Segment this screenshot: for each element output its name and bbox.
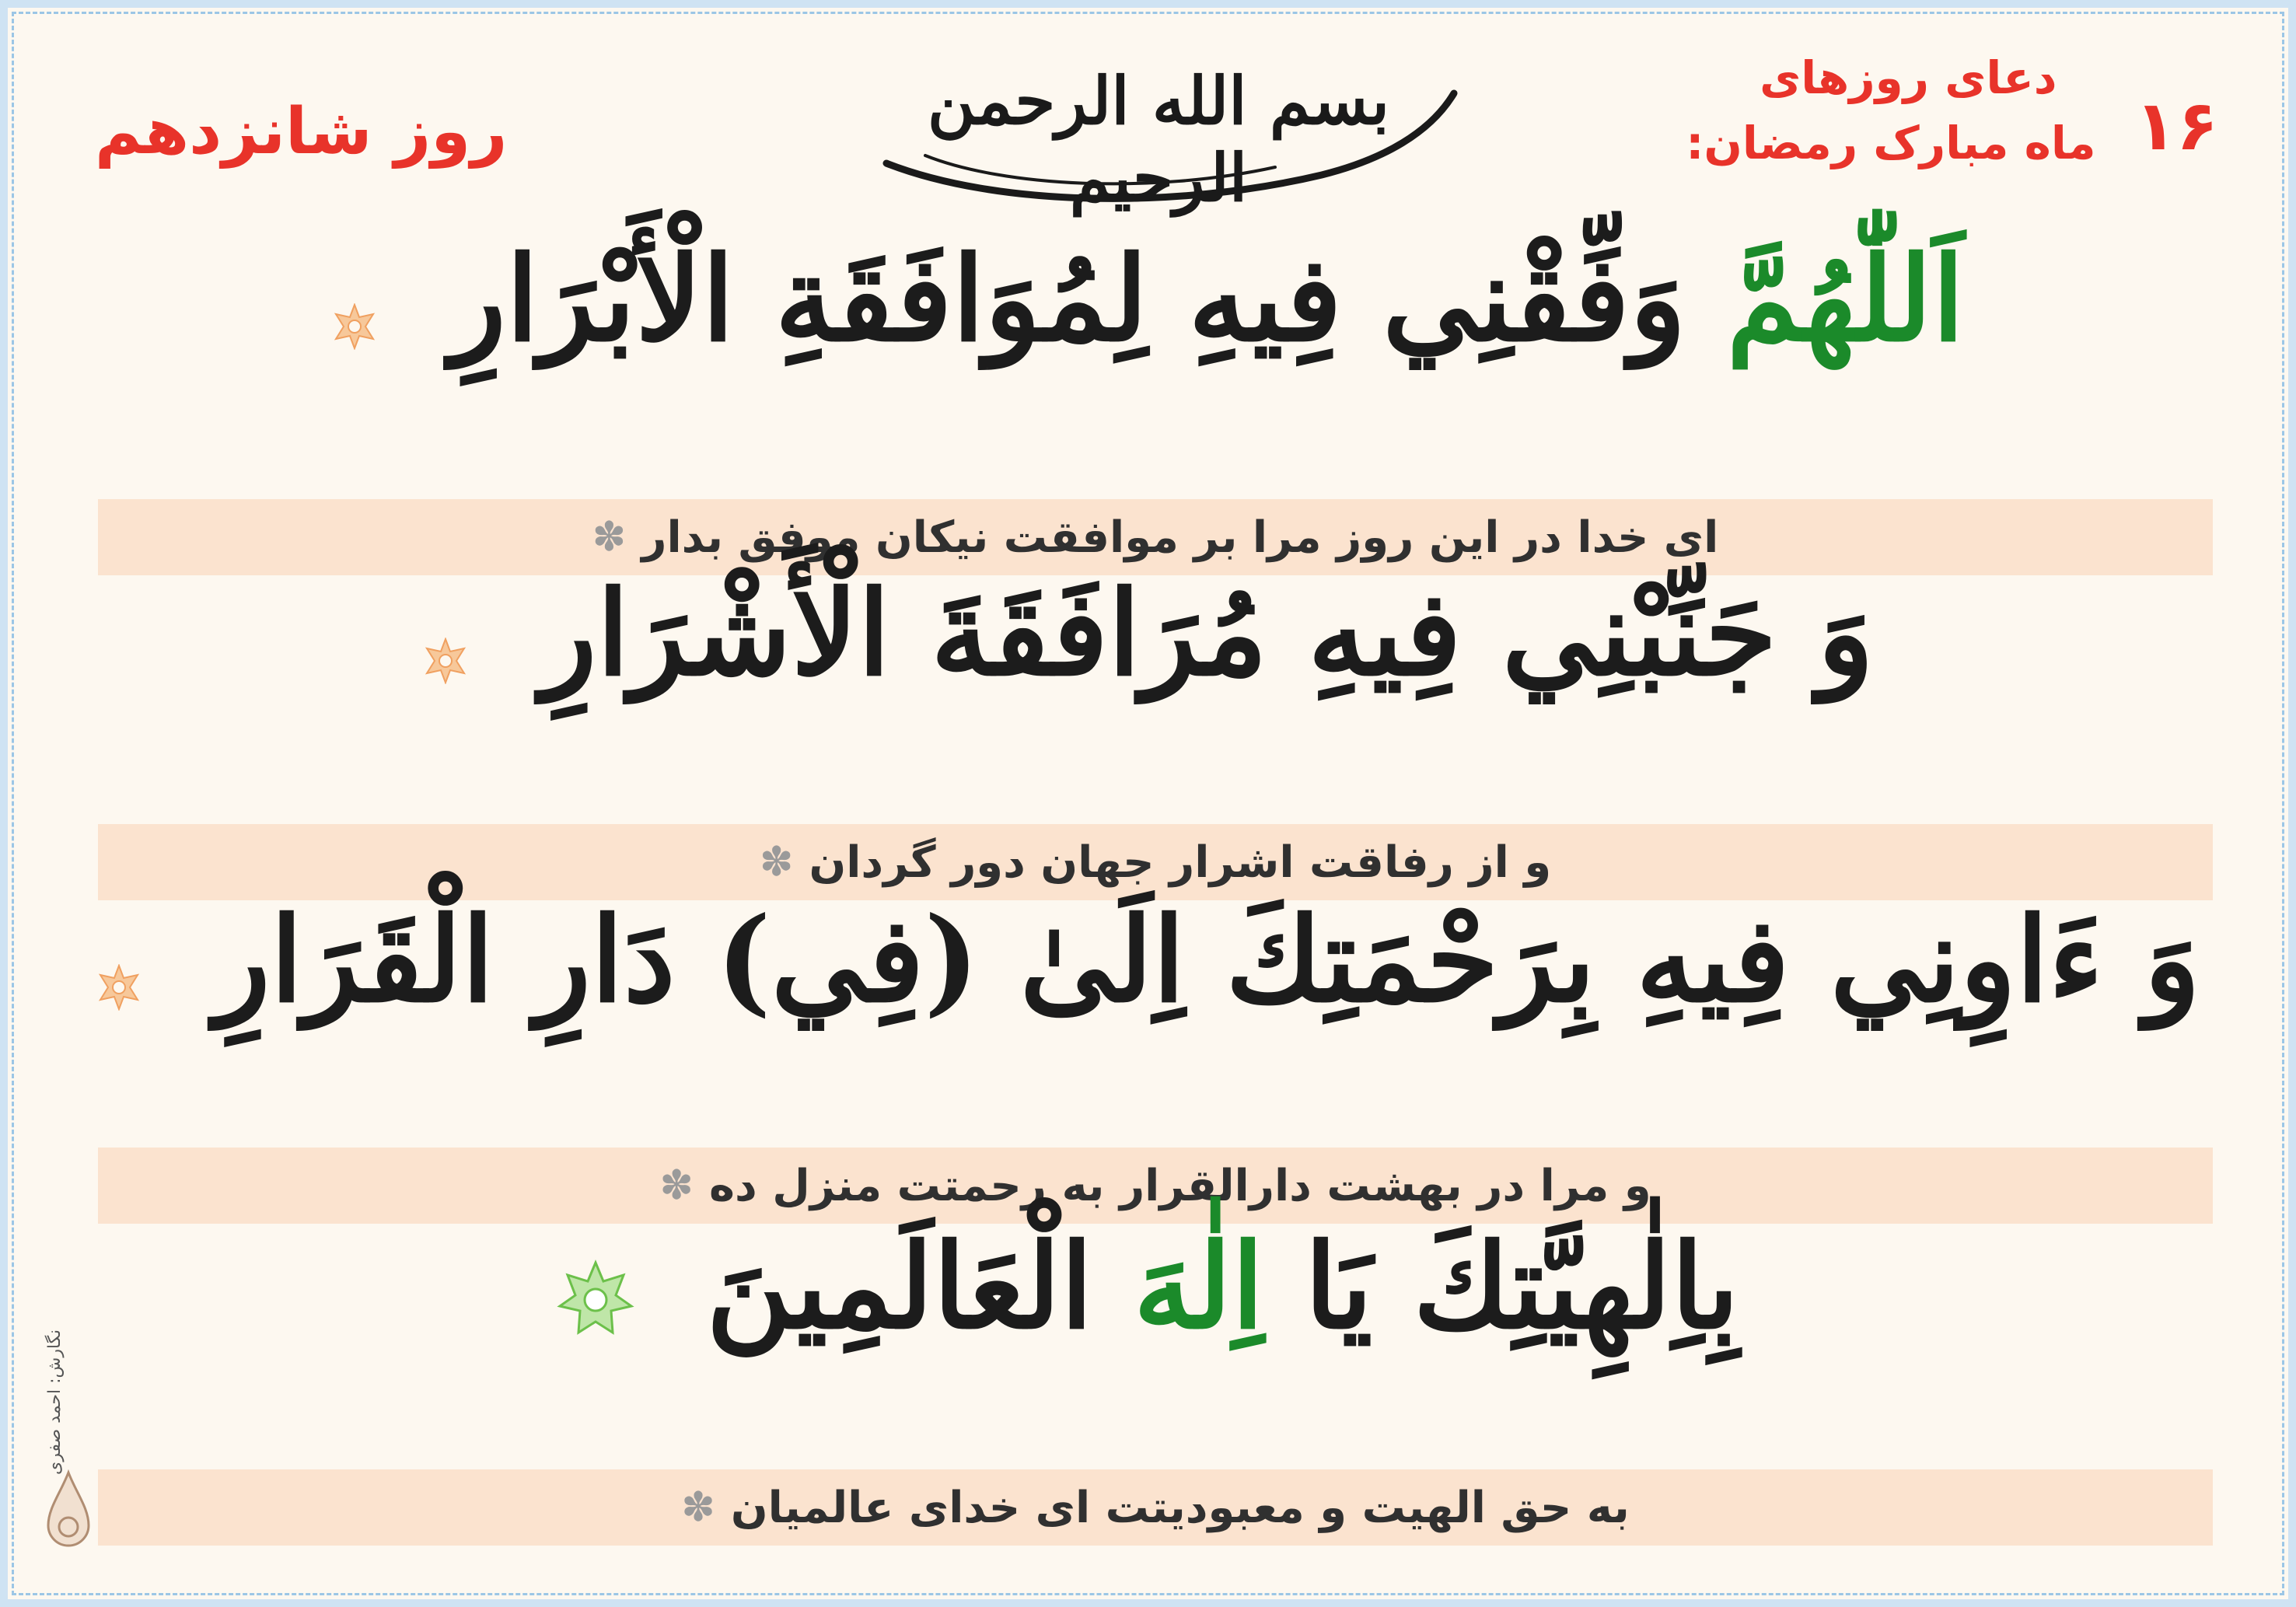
seal-icon — [45, 1469, 92, 1555]
day-number: ۱۶ — [2134, 86, 2218, 166]
rosette-icon — [96, 912, 142, 1029]
star-bullet-icon: ✽ — [659, 1162, 694, 1209]
verse-4-ilah: اِلٰهَ — [1133, 1218, 1264, 1355]
star-bullet-icon: ✽ — [592, 514, 627, 561]
day-name: روز شانزدهم — [95, 95, 508, 169]
verse-1-text: وَفِّقْنِي فِيهِ لِمُوَافَقَةِ الْأَبْرَارِ — [449, 231, 1727, 368]
verse-2-arabic — [8, 565, 2288, 702]
author-credit: نگارش: احمد صفری — [45, 1329, 65, 1475]
verse-3-translation: و مرا در بهشت دارالقرار به رحمتت منزل ده — [708, 1160, 1651, 1211]
green-rosette-icon — [557, 1238, 634, 1355]
verse-3-translation-band — [98, 1148, 2213, 1224]
verse-1-translation: ای خدا در این روز مرا بر موافقت نیکان موفق بدار — [641, 512, 1719, 563]
rosette-icon — [331, 251, 378, 368]
verse-2-translation: و از رفاقت اشرار جهان دور گردان — [809, 837, 1552, 888]
verse-1-translation-band — [98, 499, 2213, 575]
verse-1-allah: اَللّٰهُمَّ — [1726, 231, 1965, 368]
header-title-block — [1686, 45, 2218, 176]
verse-4-text: الْعَالَمِينَ — [706, 1218, 1134, 1355]
star-bullet-icon: ✽ — [681, 1484, 715, 1531]
verse-2-translation-band — [98, 824, 2213, 900]
header-subtitle — [1686, 45, 2095, 176]
verse-1-arabic — [8, 231, 2288, 368]
verse-4-arabic — [8, 1218, 2288, 1355]
subtitle-line-1: دعای روزهای — [1760, 51, 2057, 104]
basmala-calligraphy — [840, 39, 1477, 218]
verse-3-arabic — [8, 892, 2288, 1029]
verse-4-text-pre: بِاِلٰهِيَّتِكَ يَا — [1263, 1218, 1739, 1355]
verse-4-translation: به حق الهیت و معبودیتت ای خدای عالمیان — [730, 1482, 1630, 1533]
rosette-icon — [422, 585, 469, 702]
basmala-text: بسم الله الرحمن الرحيم — [927, 62, 1390, 216]
verse-2-text: وَ جَنِّبْنِي فِيهِ مُرَافَقَةَ الْأَشْرَارِ — [540, 565, 1875, 702]
verse-4-translation-band — [98, 1469, 2213, 1546]
subtitle-line-2: ماه مبارک رمضان: — [1686, 117, 2096, 170]
verse-3-text: وَ ءَاوِنِي فِيهِ بِرَحْمَتِكَ اِلَىٰ (فِي) دَارِ الْقَرَارِ — [214, 892, 2200, 1029]
star-bullet-icon: ✽ — [759, 839, 794, 886]
